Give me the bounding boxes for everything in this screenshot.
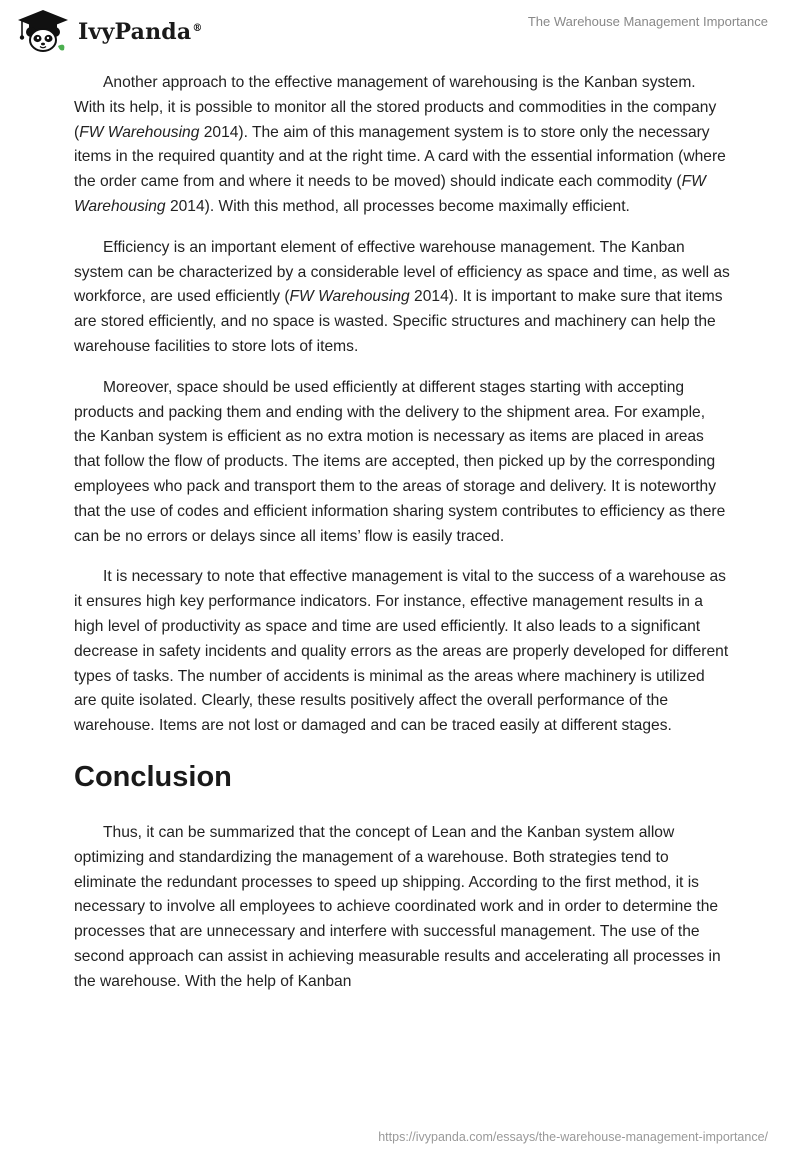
citation-text: FW Warehousing: [79, 123, 200, 141]
page-header: [0, 0, 800, 64]
document-title: The Warehouse Management Importance: [527, 14, 768, 29]
paragraph: [74, 565, 730, 739]
paragraph-text: 2014). It is important to make sure that items are stored efficiently, and no space is wasted. Specific structures and machinery can help the warehouse facilities to store lots of items.: [74, 288, 723, 355]
paragraph-text: It is necessary to note that effective management is vital to the success of a warehouse as it ensures high key performance indicators. For instance, effective management results in a high level of productivity as space and time are used efficiently. It also leads to a significant decrease in safety incidents and quality errors as the areas are properly developed for different types of tasks. The number of accidents is minimal as the areas where machinery is utilized are quite isolated. Clearly, these results positively affect the overall performance of the warehouse. Items are not lost or damaged and can be traced easily at different stages.: [74, 568, 729, 735]
essay-body: [74, 71, 730, 1011]
paragraph-text: 2014). The aim of this management system is to store only the necessary items in the required quantity and at the right time. A card with the essential information (where the order came from and where it needs to be moved) should indicate each commodity (: [74, 123, 726, 191]
panda-graduate-icon: [14, 8, 72, 54]
paragraph-text: Moreover, space should be used efficiently at different stages starting with accepting products and packing them and ending with the delivery to the shipment area. For example, the Kanban system is efficient as no extra motion is necessary as items are placed in areas that follow the flow of products. The items are accepted, then picked up by the corresponding employees who pack and transport them to the areas of storage and delivery. It is noteworthy that the use of codes and efficient information sharing system contributes to efficiency as there can be no errors or delays since all items’ flow is easily traced.: [74, 378, 726, 545]
paragraph-text: Efficiency is an important element of effective warehouse management. The Kanban system can be characterized by a considerable level of efficiency as space and time, as well as workforce, are used efficiently (: [74, 238, 730, 306]
source-url[interactable]: https://ivypanda.com/essays/the-warehouse-management-importance/: [378, 1130, 768, 1144]
logo-text: IvyPanda®: [78, 19, 203, 45]
citation-text: FW Warehousing: [74, 173, 706, 215]
paragraph: [74, 236, 730, 360]
body-paragraphs: [74, 71, 730, 739]
logo[interactable]: [14, 8, 203, 54]
paragraph-text: Thus, it can be summarized that the concept of Lean and the Kanban system allow optimizing and standardizing the management of a warehouse. Both strategies tend to eliminate the redundant processes to speed up shipping. According to the first method, it is necessary to involve all employees to achieve coordinated work and in order to determine the processes that are unnecessary and interfere with successful management. The use of the second approach can assist in achieving measurable results and accelerating all processes in the warehouse. With the help of Kanban: [74, 823, 721, 990]
paragraph: [74, 821, 730, 995]
paragraph-text: Another approach to the effective management of warehousing is the Kanban system. With its help, it is possible to monitor all the stored products and commodities in the company (: [74, 74, 717, 141]
conclusion-paragraphs: [74, 821, 730, 995]
paragraph: [74, 376, 730, 550]
paragraph: [74, 71, 730, 220]
registered-mark: ®: [192, 22, 203, 34]
paragraph-text: 2014). With this method, all processes become maximally efficient.: [165, 197, 630, 215]
citation-text: FW Warehousing: [289, 288, 410, 306]
section-heading-conclusion: Conclusion: [74, 760, 232, 793]
